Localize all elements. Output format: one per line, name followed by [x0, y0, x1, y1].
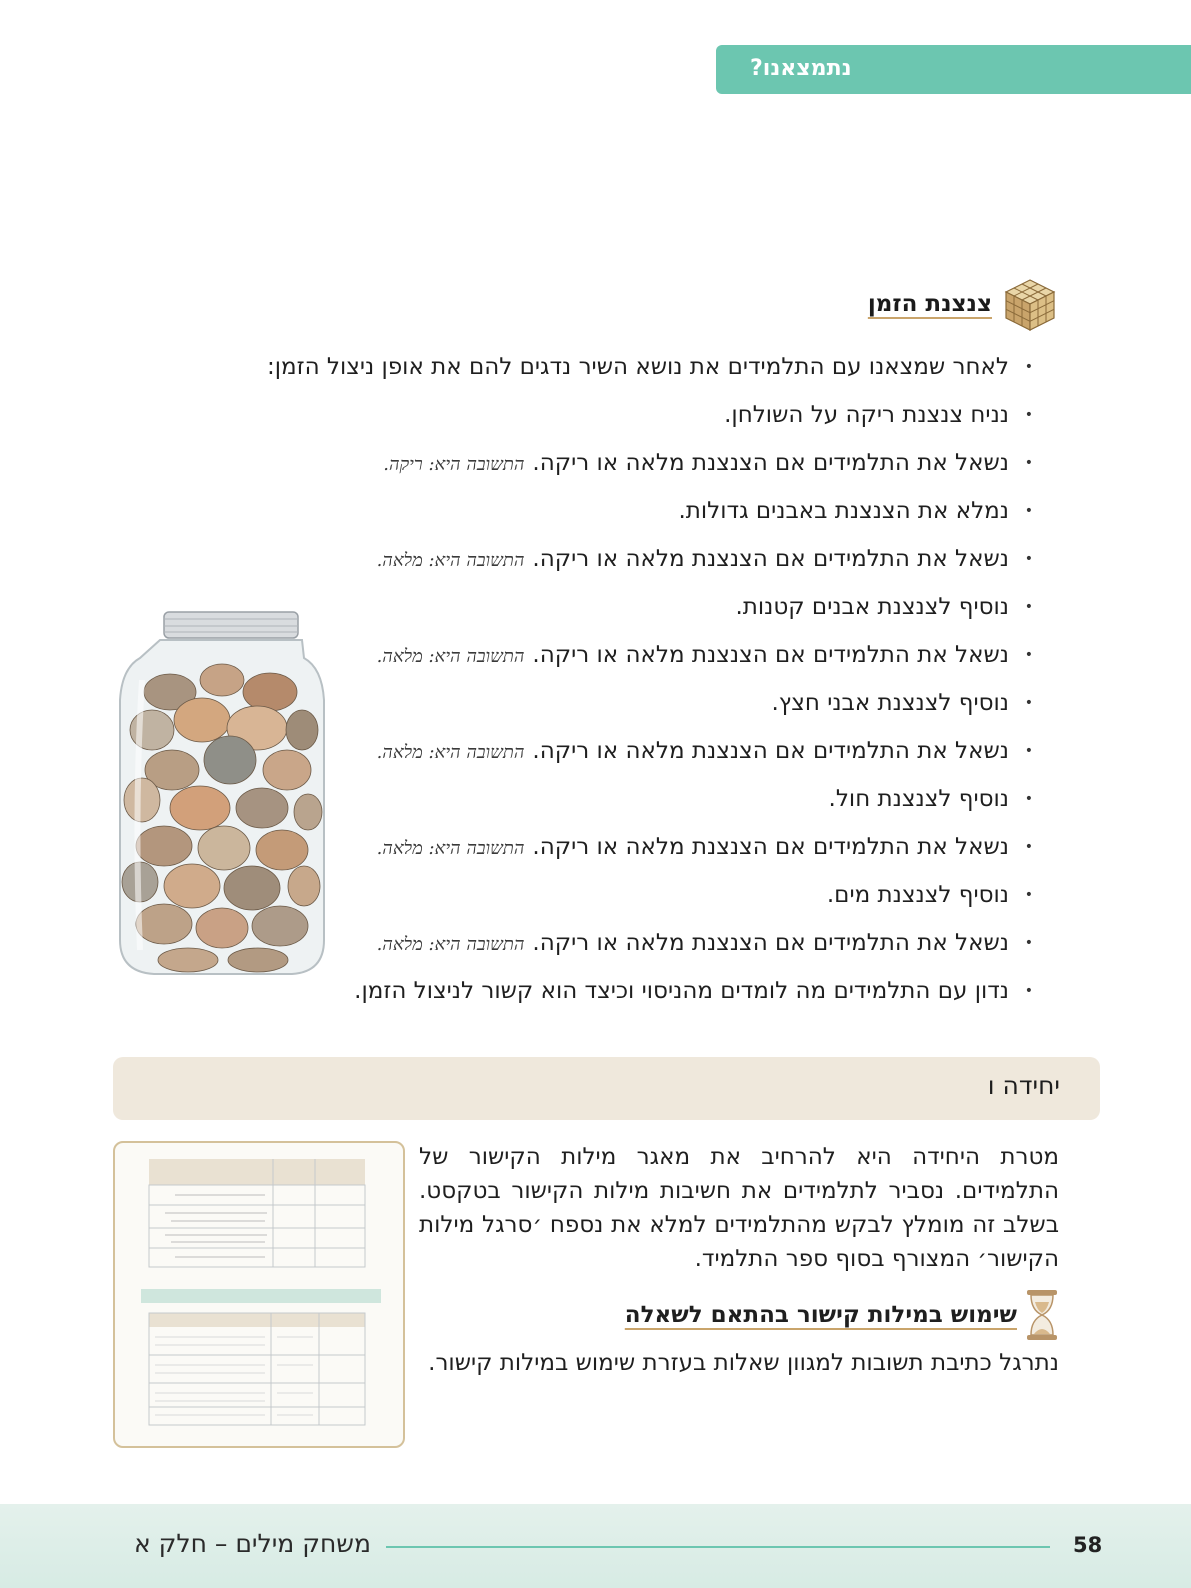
step-item: • נשאל את התלמידים אם הצנצנת מלאה או ריקה.התשובה היא: מלאה. [273, 535, 1033, 583]
footer-divider [386, 1546, 1050, 1548]
step-item: • נמלא את הצנצנת באבנים גדולות. [273, 487, 1033, 535]
unit-title: יחידה ו [987, 1071, 1060, 1100]
section-heading [868, 279, 1058, 329]
worksheet-preview-image [115, 1143, 403, 1446]
step-item: • נשאל את התלמידים אם הצנצנת מלאה או ריקה.התשובה היא: מלאה. [273, 631, 1033, 679]
unit-paragraph: מטרת היחידה היא להרחיב את מאגר מילות הקישור של התלמידים. נסביר לתלמידים את חשיבות מילות הקישור בטקסט. בשלב זה מומלץ לבקש מהתלמידים למלא את נספח ׳סרגל מילות הקישור׳ המצורף בסוף ספר התלמיד. [419, 1144, 1059, 1272]
subsection-paragraph: נתרגל כתיבת תשובות למגוון שאלות בעזרת שימוש במילות קישור. [428, 1350, 1059, 1376]
worksheet-thumbnail [113, 1141, 405, 1448]
step-item: • נוסיף לצנצנת אבנים קטנות. [273, 583, 1033, 631]
page-number: 58 [1073, 1533, 1103, 1557]
hourglass-icon [1025, 1288, 1059, 1342]
step-item: • נשאל את התלמידים אם הצנצנת מלאה או ריקה.התשובה היא: מלאה. [273, 727, 1033, 775]
step-item: • נוסיף לצנצנת מים. [273, 871, 1033, 919]
step-item: • נשאל את התלמידים אם הצנצנת מלאה או ריקה.התשובה היא: מלאה. [273, 823, 1033, 871]
chapter-tab [716, 45, 1191, 94]
step-item: • נשאל את התלמידים אם הצנצנת מלאה או ריקה.התשובה היא: מלאה. [273, 919, 1033, 967]
section-title: צנצנת הזמן [867, 291, 992, 317]
step-item: • נשאל את התלמידים אם הצנצנת מלאה או ריקה.התשובה היא: ריקה. [273, 439, 1033, 487]
stone-jar-illustration [112, 610, 332, 982]
activity-steps [266, 343, 1033, 1015]
unit-header-bar [113, 1057, 1100, 1120]
step-item: • לאחר שמצאנו עם התלמידים את נושא השיר נדגים להם את אופן ניצול הזמן: [273, 343, 1033, 391]
rubik-cube-icon [1002, 276, 1058, 332]
step-item: • נוסיף לצנצנת חול. [273, 775, 1033, 823]
subsection-title: שימוש במילות קישור בהתאם לשאלה [624, 1302, 1017, 1328]
subsection-heading [625, 1290, 1059, 1340]
step-item: • נוסיף לצנצנת אבני חצץ. [273, 679, 1033, 727]
step-item: • נניח צנצנת ריקה על השולחן. [273, 391, 1033, 439]
chapter-tab-label: נתמצאנו? [750, 56, 852, 81]
step-item: • נדון עם התלמידים מה לומדים מהניסוי וכיצד הוא קשור לניצול הזמן. [273, 967, 1033, 1015]
book-title: משחק מילים – חלק א [134, 1529, 371, 1558]
